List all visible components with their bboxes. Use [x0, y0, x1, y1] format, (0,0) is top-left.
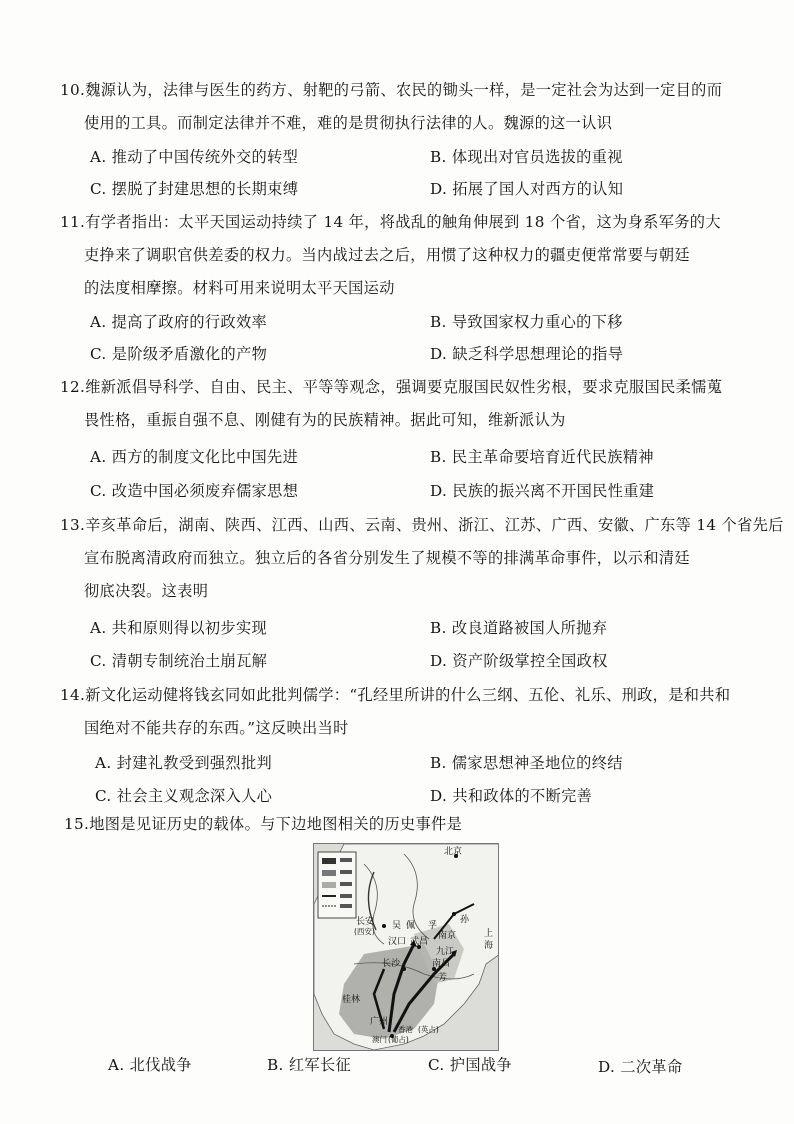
map-label-shanghai: 上 — [484, 929, 494, 939]
map-label-beijing: 北京 — [444, 847, 463, 857]
map-label-hankou: 汉口 — [388, 937, 407, 947]
q13-option-d: D. 资产阶级掌控全国政权 — [430, 652, 608, 670]
map-label-fu: 孚 — [428, 921, 438, 931]
map-label-xianggang: 香港 — [398, 1025, 413, 1034]
q15-option-b: B. 红军长征 — [267, 1056, 352, 1074]
legend-text-1 — [340, 858, 352, 862]
legend-text-4 — [340, 894, 352, 898]
map-label-wuchang: 武昌 — [410, 937, 429, 947]
legend-text-3 — [340, 882, 352, 886]
q12-option-d: D. 民族的振兴离不开国民性重建 — [430, 482, 655, 500]
map-label-guilin: 桂林 — [342, 995, 361, 1005]
map-label-wu: 吴 — [392, 921, 402, 931]
map-label-changan: 长安 — [356, 917, 375, 927]
map-label-puzhan: (葡占) — [388, 1035, 409, 1044]
q11-option-c: C. 是阶级矛盾激化的产物 — [90, 345, 268, 363]
q11-option-d: D. 缺乏科学思想理论的指导 — [430, 345, 624, 363]
q12-option-b: B. 民主革命要培育近代民族精神 — [430, 448, 654, 466]
map-label-xian: (西安) — [354, 927, 375, 936]
map-label-nanjing: 南京 — [438, 931, 457, 941]
map-label-nanchang: 南昌 — [432, 959, 451, 969]
q13-option-b: B. 改良道路被国人所抛弃 — [430, 619, 608, 637]
q10-option-c: C. 摆脱了封建思想的长期束缚 — [90, 180, 299, 198]
legend-text-2 — [340, 870, 352, 874]
q15-option-c: C. 护国战争 — [428, 1056, 512, 1074]
city-marker-changan — [382, 924, 386, 928]
map-label-yingzhan: (英占) — [418, 1025, 439, 1034]
q15-option-d: D. 二次革命 — [598, 1058, 683, 1076]
q12-stem-line-2: 畏性格，重振自强不息、刚健有为的民族精神。据此可知，维新派认为 — [84, 411, 566, 429]
legend-key-2 — [322, 870, 336, 876]
map-label-aomen: 澳门 — [372, 1035, 387, 1044]
q14-option-b: B. 儒家思想神圣地位的终结 — [430, 754, 623, 772]
q10-option-a: A. 推动了中国传统外交的转型 — [90, 148, 299, 166]
q11-option-a: A. 提高了政府的行政效率 — [90, 313, 268, 331]
legend-key-1 — [322, 858, 336, 864]
historical-map — [313, 843, 499, 1051]
legend-text-5 — [340, 904, 352, 908]
q11-stem-line-3: 的法度相摩擦。材料可用来说明太平天国运动 — [84, 279, 395, 297]
q15-option-a: A. 北伐战争 — [108, 1056, 192, 1074]
city-marker-changsha — [402, 967, 406, 971]
map-label-pei: 佩 — [406, 921, 416, 931]
map-label-changsha: 长沙 — [382, 959, 401, 969]
q13-stem-line-2: 宣布脱离清政府而独立。独立后的各省分别发生了规模不等的排满革命事件，以示和清廷 — [84, 549, 690, 567]
map-label-guangzhou: 广州 — [370, 1017, 389, 1027]
q14-stem-line-2: 国绝对不能共存的东西。”这反映出当时 — [84, 719, 349, 737]
q14-option-c: C. 社会主义观念深入人心 — [95, 787, 273, 805]
map-label-hai: 海 — [484, 941, 494, 951]
q10-option-b: B. 体现出对官员选拔的重视 — [430, 148, 623, 166]
map-label-sun: 孙 — [460, 915, 470, 925]
map-drawing — [314, 844, 499, 1051]
q13-stem-line-3: 彻底决裂。这表明 — [84, 582, 209, 600]
q14-option-a: A. 封建礼教受到强烈批判 — [95, 754, 273, 772]
q15-stem-line-1: 15.地图是见证历史的载体。与下边地图相关的历史事件是 — [64, 815, 463, 833]
q13-option-c: C. 清朝专制统治土崩瓦解 — [90, 652, 268, 670]
q14-stem-line-1: 14.新文化运动健将钱玄同如此批判儒学：“孔经里所讲的什么三纲、五伦、礼乐、刑政，是和共和 — [60, 686, 731, 704]
q11-option-b: B. 导致国家权力重心的下移 — [430, 313, 623, 331]
q12-option-c: C. 改造中国必须废弃儒家思想 — [90, 482, 299, 500]
q13-option-a: A. 共和原则得以初步实现 — [90, 619, 268, 637]
q10-option-d: D. 拓展了国人对西方的认知 — [430, 180, 624, 198]
legend-key-3 — [322, 882, 336, 888]
city-marker-nanjing — [452, 912, 456, 916]
q11-stem-line-2: 吏挣来了调职官供差委的权力。当内战过去之后，用惯了这种权力的疆吏便常常要与朝廷 — [84, 246, 690, 264]
q10-stem-line-1: 10.魏源认为，法律与医生的药方、射靶的弓箭、农民的锄头一样，是一定社会为达到一定目的而 — [60, 81, 723, 99]
q12-stem-line-1: 12.维新派倡导科学、自由、民主、平等等观念，强调要克服国民奴性劣根，要求克服国民柔懦蒐 — [60, 378, 723, 396]
q10-stem-line-2: 使用的工具。而制定法律并不难，难的是贯彻执行法律的人。魏源的这一认识 — [84, 114, 613, 132]
q13-stem-line-1: 13.辛亥革命后，湖南、陕西、江西、山西、云南、贵州、浙江、江苏、广西、安徽、广东等 14 个省先后 — [60, 516, 784, 534]
map-label-fang: 芳 — [438, 973, 448, 983]
q11-stem-line-1: 11.有学者指出：太平天国运动持续了 14 年，将战乱的触角伸展到 18 个省，这为身系军务的大 — [60, 213, 721, 231]
q14-option-d: D. 共和政体的不断完善 — [430, 787, 593, 805]
map-label-jiujiang: 九江 — [436, 947, 455, 957]
q12-option-a: A. 西方的制度文化比中国先进 — [90, 448, 299, 466]
